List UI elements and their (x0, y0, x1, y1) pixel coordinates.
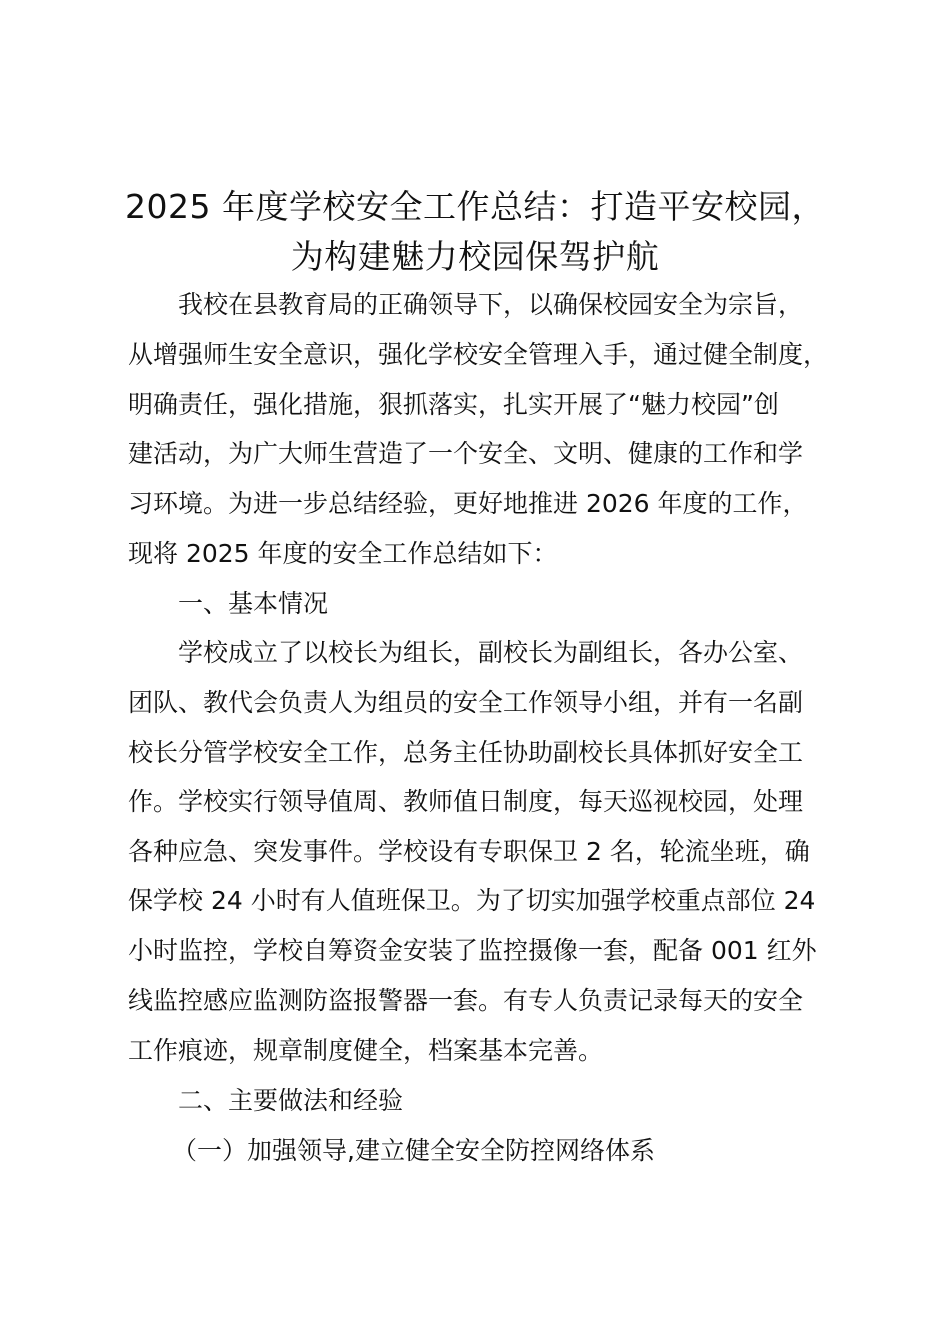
paragraph-2-line: 小时监控，学校自筹资金安装了监控摄像一套，配备 001 红外 (128, 936, 817, 965)
document-title-line-1: 2025 年度学校安全工作总结：打造平安校园， (125, 187, 825, 226)
paragraph-2-line: 保学校 24 小时有人值班保卫。为了切实加强学校重点部位 24 (128, 886, 816, 915)
paragraph-2-line: 各种应急、突发事件。学校设有专职保卫 2 名，轮流坐班，确 (128, 837, 810, 866)
subsection-heading-leadership: （一）加强领导,建立健全安全防控网络体系 (172, 1136, 655, 1165)
document-title-line-2: 为构建魅力校园保驾护航 (290, 237, 660, 276)
paragraph-1-line: 明确责任，强化措施，狠抓落实，扎实开展了“魅力校园”创 (128, 390, 779, 419)
paragraph-1-line: 现将 2025 年度的安全工作总结如下： (128, 539, 558, 568)
paragraph-1-line: 建活动，为广大师生营造了一个安全、文明、健康的工作和学 (128, 439, 804, 468)
paragraph-2-line: 校长分管学校安全工作，总务主任协助副校长具体抓好安全工 (128, 738, 804, 767)
paragraph-2-line: 线监控感应监测防盗报警器一套。有专人负责记录每天的安全 (128, 986, 804, 1015)
paragraph-2-line: 工作痕迹，规章制度健全，档案基本完善。 (128, 1036, 604, 1065)
paragraph-1-line: 习环境。为进一步总结经验，更好地推进 2026 年度的工作， (128, 489, 808, 518)
paragraph-1-line: 从增强师生安全意识，强化学校安全管理入手，通过健全制度， (128, 340, 829, 369)
paragraph-2-line: 作。学校实行领导值周、教师值日制度，每天巡视校园，处理 (128, 787, 804, 816)
paragraph-2-line: 团队、教代会负责人为组员的安全工作领导小组，并有一名副 (128, 688, 804, 717)
section-heading-basic-situation: 一、基本情况 (178, 589, 329, 618)
paragraph-2-line: 学校成立了以校长为组长，副校长为副组长，各办公室、 (178, 638, 804, 667)
section-heading-main-practices: 二、主要做法和经验 (178, 1086, 404, 1115)
paragraph-1-line: 我校在县教育局的正确领导下，以确保校园安全为宗旨， (178, 290, 804, 319)
